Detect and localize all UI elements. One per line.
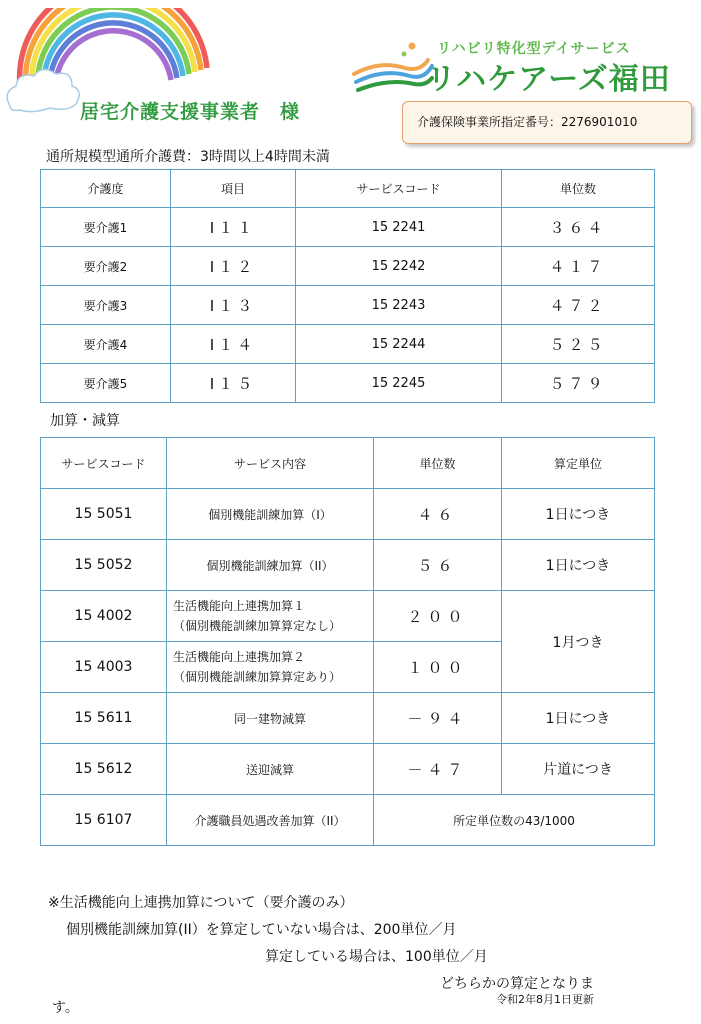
units-cell: ５７９: [502, 364, 655, 403]
calc-unit-cell: 1日につき: [502, 693, 655, 744]
service-content-line: 生活機能向上連携加算１: [173, 599, 306, 613]
item-cell: I１３: [171, 286, 296, 325]
service-code-cell: 15 2245: [296, 364, 502, 403]
table-row: [41, 591, 655, 642]
units-cell: ４６: [374, 489, 502, 540]
logo-name: リハケアーズ福田: [426, 62, 671, 97]
care-level-cell: 要介護4: [41, 325, 171, 364]
additions-title: 加算・減算: [50, 413, 120, 429]
item-cell: I１５: [171, 364, 296, 403]
table-row: [41, 325, 655, 364]
calc-unit-cell: 1日につき: [502, 540, 655, 591]
service-code-cell: 15 6107: [41, 795, 167, 846]
service-code-cell: 15 5611: [41, 693, 167, 744]
note-line: 算定している場合は、100単位／月: [265, 949, 488, 965]
table-row: [41, 208, 655, 247]
table-row: [41, 286, 655, 325]
service-content-cell: [167, 642, 374, 693]
column-header: 介護度: [41, 170, 171, 208]
table-row: [41, 744, 655, 795]
item-cell: I１４: [171, 325, 296, 364]
service-content-cell: 送迎減算: [167, 744, 374, 795]
column-header: サービスコード: [296, 170, 502, 208]
note-heading: ※生活機能向上連携加算について（要介護のみ）: [48, 895, 354, 911]
service-content-cell: [167, 591, 374, 642]
service-code-cell: 15 4003: [41, 642, 167, 693]
item-cell: I１２: [171, 247, 296, 286]
table-header-row: [41, 438, 655, 489]
column-header: 算定単位: [502, 438, 655, 489]
column-header: サービス内容: [167, 438, 374, 489]
service-code-cell: 15 5612: [41, 744, 167, 795]
service-code-cell: 15 5051: [41, 489, 167, 540]
units-cell: －４７: [374, 744, 502, 795]
service-content-line: （個別機能訓練加算算定あり）: [173, 670, 342, 684]
note-line: どちらかの算定となりま: [440, 976, 594, 992]
column-header: 単位数: [502, 170, 655, 208]
units-cell: １００: [374, 642, 502, 693]
service-content-line: （個別機能訓練加算算定なし）: [173, 619, 342, 633]
table-row: [41, 795, 655, 846]
units-cell: ３６４: [502, 208, 655, 247]
table-row: [41, 540, 655, 591]
service-code-cell: 15 2242: [296, 247, 502, 286]
service-content-cell: 介護職員処遇改善加算（II）: [167, 795, 374, 846]
service-content-cell: 個別機能訓練加算（I）: [167, 489, 374, 540]
column-header: 単位数: [374, 438, 502, 489]
logo-subtitle: リハビリ特化型デイサービス: [437, 41, 631, 57]
units-cell: ４７２: [502, 286, 655, 325]
care-level-cell: 要介護1: [41, 208, 171, 247]
units-cell: 所定単位数の43/1000: [374, 795, 655, 846]
license-number-box: 介護保険事業所指定番号：2276901010: [402, 101, 692, 144]
additions-table: [40, 437, 655, 846]
item-cell: I１１: [171, 208, 296, 247]
table-row: [41, 489, 655, 540]
calc-unit-cell: 1日につき: [502, 489, 655, 540]
units-cell: ５６: [374, 540, 502, 591]
basic-fee-table: [40, 169, 655, 403]
calc-unit-cell: 片道につき: [502, 744, 655, 795]
column-header: サービスコード: [41, 438, 167, 489]
units-cell: ５２５: [502, 325, 655, 364]
calc-unit-cell: 1月つき: [502, 591, 655, 693]
table-row: [41, 693, 655, 744]
column-header: 項目: [171, 170, 296, 208]
care-level-cell: 要介護2: [41, 247, 171, 286]
service-code-cell: 15 4002: [41, 591, 167, 642]
service-content-cell: 個別機能訓練加算（II）: [167, 540, 374, 591]
service-code-cell: 15 5052: [41, 540, 167, 591]
page-heading: 居宅介護支援事業者 様: [80, 101, 301, 123]
units-cell: ２００: [374, 591, 502, 642]
care-level-cell: 要介護3: [41, 286, 171, 325]
units-cell: －９４: [374, 693, 502, 744]
service-content-line: 生活機能向上連携加算２: [173, 650, 306, 664]
table-header-row: [41, 170, 655, 208]
service-content-cell: 同一建物減算: [167, 693, 374, 744]
table-row: [41, 364, 655, 403]
service-code-cell: 15 2243: [296, 286, 502, 325]
basic-fee-title: 通所規模型通所介護費：3時間以上4時間未満: [46, 149, 330, 165]
updated-date: 令和2年8月1日更新: [496, 993, 594, 1006]
note-line: す。: [52, 1000, 79, 1016]
service-code-cell: 15 2244: [296, 325, 502, 364]
units-cell: ４１７: [502, 247, 655, 286]
note-line: 個別機能訓練加算(II）を算定していない場合は、200単位／月: [66, 922, 457, 938]
care-level-cell: 要介護5: [41, 364, 171, 403]
table-row: [41, 247, 655, 286]
service-code-cell: 15 2241: [296, 208, 502, 247]
